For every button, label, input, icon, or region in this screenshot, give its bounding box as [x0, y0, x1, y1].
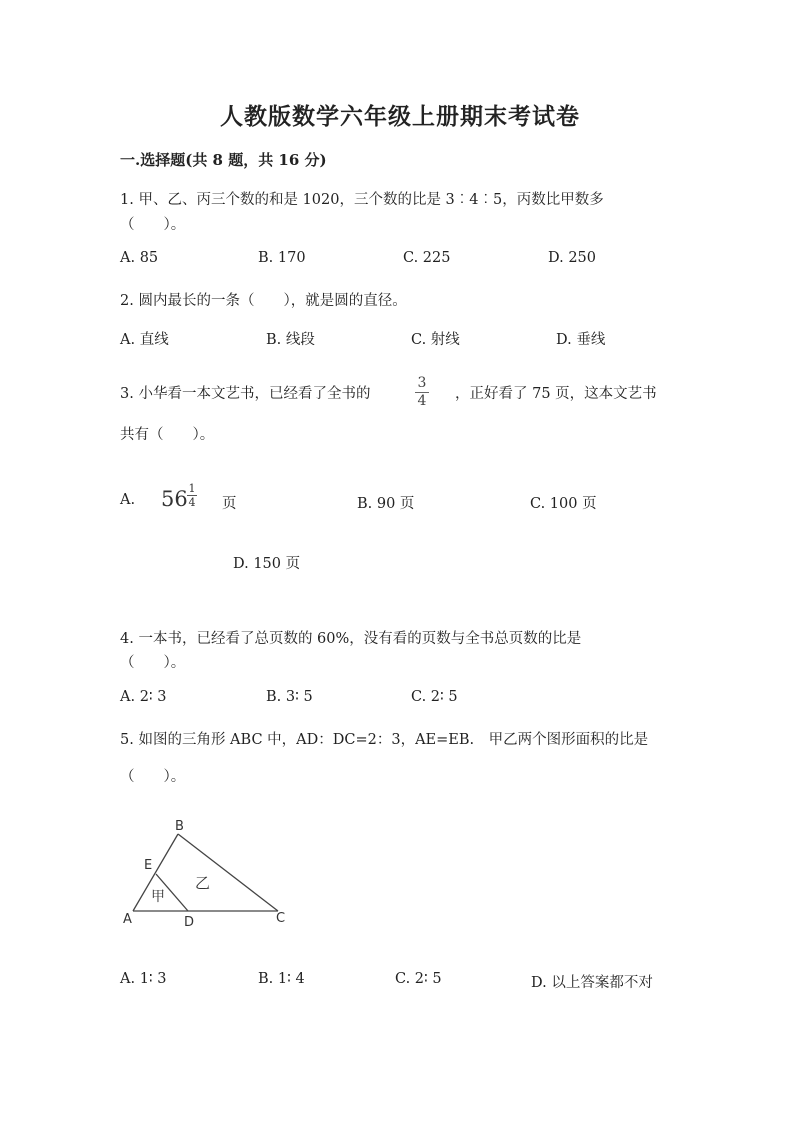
- question-1-blank: （ ）。: [120, 217, 186, 233]
- question-2-text: 2. 圆内最长的一条（ ），就是圆的直径。: [120, 293, 407, 309]
- question-1-text: 1. 甲、乙、丙三个数的和是 1020，三个数的比是 3︰4︰5，丙数比甲数多: [120, 192, 604, 208]
- question-3-option-b: B. 90 页: [357, 496, 415, 512]
- point-label-b: B: [175, 819, 184, 834]
- question-3-fraction: [415, 376, 429, 409]
- side-bc: [178, 834, 278, 911]
- section-heading: 一.选择题(共 8 题，共 16 分): [120, 151, 327, 169]
- triangle-figure: [118, 812, 308, 932]
- point-label-e: E: [144, 858, 153, 873]
- question-5-option-a: A. 1∶ 3: [120, 971, 167, 987]
- question-4-option-a: A. 2∶ 3: [120, 689, 167, 705]
- point-label-a: A: [123, 912, 132, 927]
- question-4-option-c: C. 2∶ 5: [411, 689, 458, 705]
- region-label-yi: 乙: [195, 874, 211, 892]
- region-label-jia: 甲: [151, 889, 165, 905]
- question-3-option-d: D. 150 页: [233, 556, 301, 572]
- page-title: 人教版数学六年级上册期末考试卷: [220, 103, 580, 130]
- question-5-option-c: C. 2∶ 5: [395, 971, 442, 987]
- question-1-option-c: C. 225: [403, 250, 451, 266]
- question-1-option-d: D. 250: [548, 250, 597, 266]
- question-3-option-a-unit: 页: [222, 496, 237, 512]
- question-3-blank: 共有（ ）。: [120, 427, 215, 443]
- question-1-option-a: A. 85: [120, 250, 159, 266]
- question-2-option-d: D. 垂线: [556, 332, 606, 348]
- point-label-d: D: [184, 915, 195, 930]
- mixed-numerator: 1: [188, 482, 196, 495]
- fraction-numerator: 3: [417, 375, 427, 391]
- question-4-text: 4. 一本书，已经看了总页数的 60%，没有看的页数与全书总页数的比是: [120, 631, 582, 647]
- question-4-option-b: B. 3∶ 5: [266, 689, 313, 705]
- fraction-denominator: 4: [417, 393, 427, 409]
- question-5-blank: （ ）。: [120, 769, 186, 785]
- point-label-c: C: [276, 911, 286, 926]
- question-3-text-start: 3. 小华看一本文艺书，已经看了全书的: [120, 386, 371, 402]
- question-2-option-c: C. 射线: [411, 332, 460, 348]
- question-1-option-b: B. 170: [258, 250, 306, 266]
- question-3-option-a-label: A.: [120, 492, 136, 508]
- question-5-text: 5. 如图的三角形 ABC 中，AD：DC=2：3，AE=EB. 甲乙两个图形面积的比是: [120, 732, 649, 748]
- question-5-option-b: B. 1∶ 4: [258, 971, 305, 987]
- question-2-option-a: A. 直线: [120, 332, 169, 348]
- mixed-whole: 56: [161, 487, 188, 511]
- question-2-option-b: B. 线段: [266, 332, 315, 348]
- mixed-denominator: 4: [188, 496, 196, 509]
- question-3-option-c: C. 100 页: [530, 496, 597, 512]
- question-3-option-a-mixed-number: [161, 483, 201, 519]
- question-4-blank: （ ）。: [120, 655, 186, 671]
- question-5-option-d: D. 以上答案都不对: [531, 975, 653, 991]
- question-3-text-end: ，正好看了 75 页，这本文艺书: [455, 386, 657, 402]
